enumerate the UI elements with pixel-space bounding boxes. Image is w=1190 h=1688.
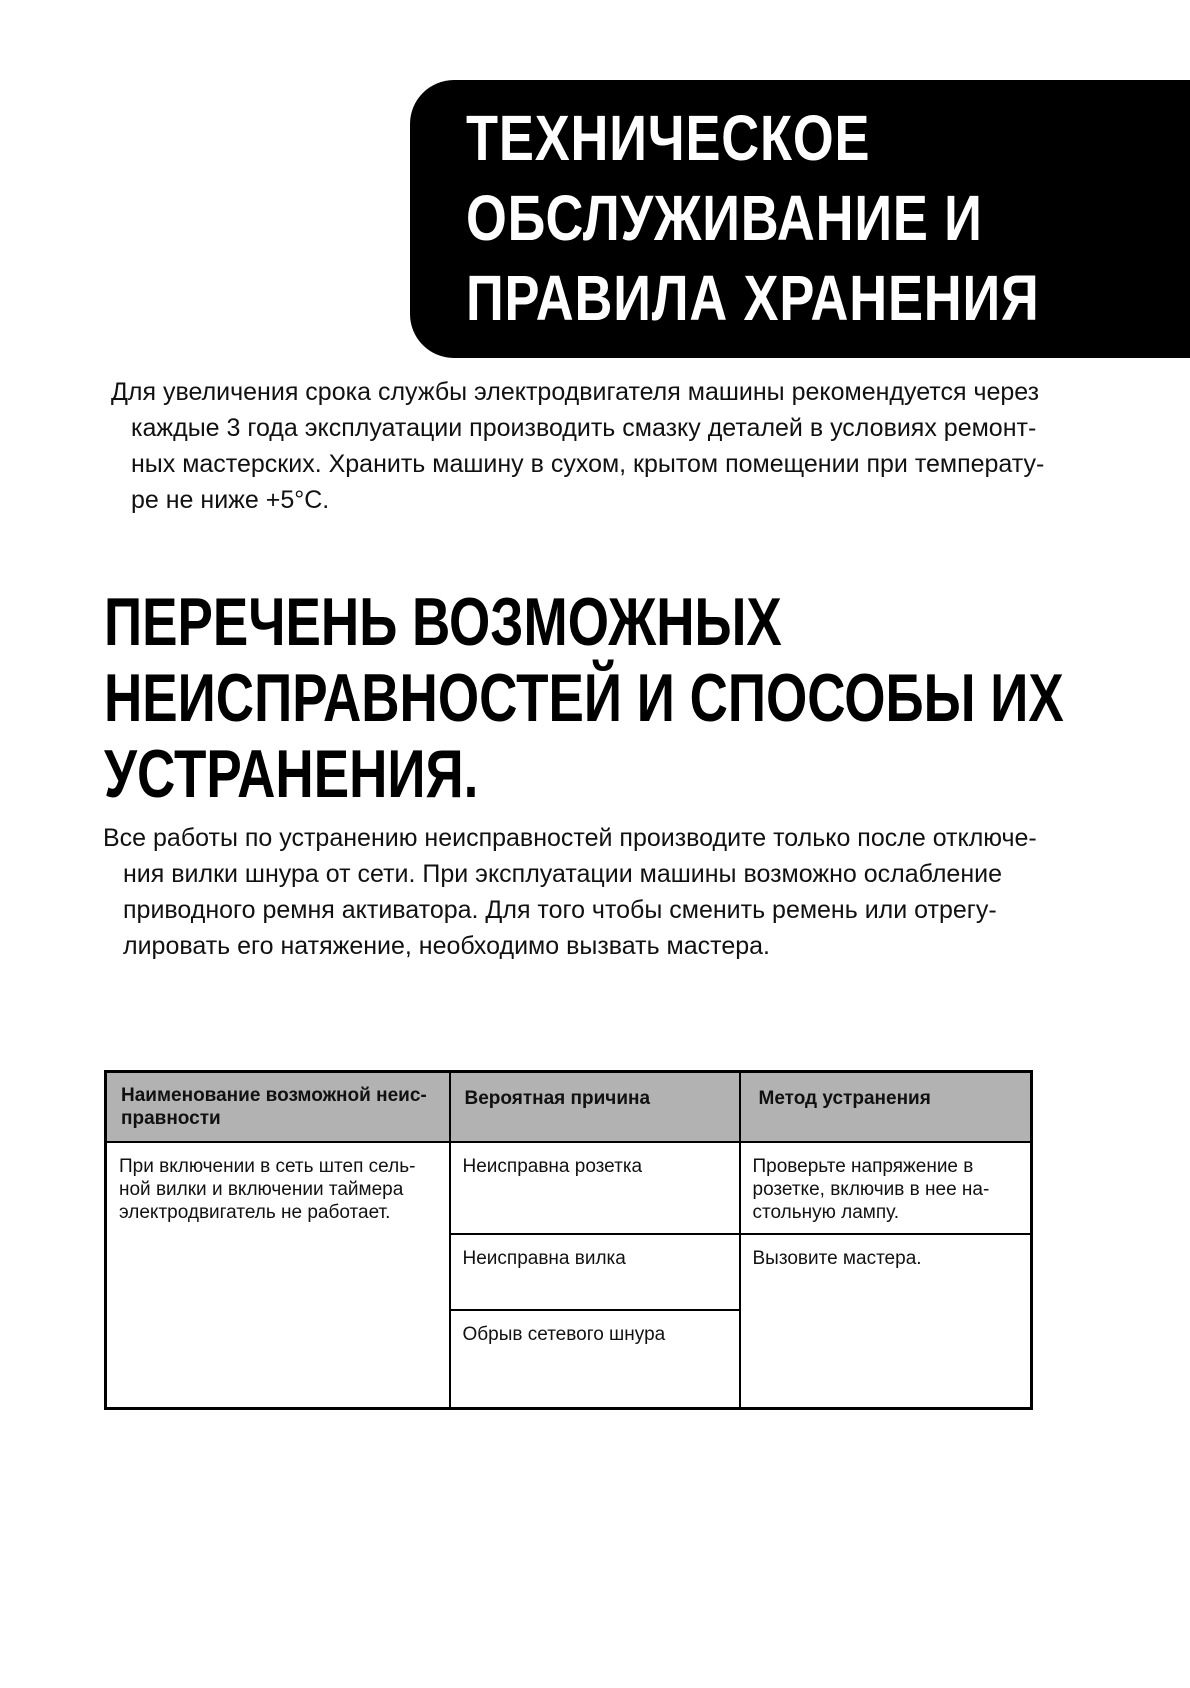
header-probable-cause: Вероятная причина <box>450 1072 740 1142</box>
paragraph-line: Для увеличения срока службы электродвигателя машины рекомендуется через <box>111 378 1040 406</box>
cause-cell: Неисправна вилка <box>450 1234 740 1310</box>
paragraph-line: лировать его натяжение, необходимо вызвать мастера. <box>123 932 770 960</box>
faults-intro-paragraph <box>103 820 1037 964</box>
paragraph-line: ния вилки шнура от сети. При эксплуатации машины возможно ослабление <box>123 860 1002 888</box>
paragraph-line: ных мастерских. Хранить машину в сухом, крытом помещении при температу- <box>131 450 1045 478</box>
maintenance-paragraph <box>111 374 1044 518</box>
cause-cell: Обрыв сетевого шнура <box>450 1310 740 1409</box>
fault-description-cell: При включении в сеть штеп сель- ной вилки и включении таймера электродвигатель не работает. <box>106 1142 450 1409</box>
section-title-line: ПЕРЕЧЕНЬ ВОЗМОЖНЫХ <box>104 584 782 660</box>
header-fault-name: Наименование возможной неис- правности <box>106 1072 450 1142</box>
faults-table <box>104 1070 1033 1410</box>
paragraph-line: ре не ниже +5°С. <box>131 486 330 514</box>
section-title-line: НЕИСПРАВНОСТЕЙ И СПОСОБЫ ИХ <box>104 660 1064 736</box>
section-title-line: УСТРАНЕНИЯ. <box>104 736 479 812</box>
header-banner <box>410 80 1190 358</box>
table-header-row <box>106 1072 1032 1142</box>
header-title-line: ПРАВИЛА ХРАНЕНИЯ <box>466 262 1040 334</box>
paragraph-line: каждые 3 года эксплуатации производить смазку деталей в условиях ремонт- <box>131 414 1037 442</box>
remedy-cell: Проверьте напряжение в розетке, включив в нее на- стольную лампу. <box>740 1142 1032 1234</box>
cause-cell: Неисправна розетка <box>450 1142 740 1234</box>
table-row <box>106 1142 1032 1234</box>
paragraph-line: приводного ремня активатора. Для того чтобы сменить ремень или отрегу- <box>123 896 997 924</box>
header-title-line: ТЕХНИЧЕСКОЕ <box>466 102 871 174</box>
remedy-cell: Вызовите мастера. <box>740 1234 1032 1409</box>
faults-section-title <box>104 584 1190 812</box>
header-title-line: ОБСЛУЖИВАНИЕ И <box>466 182 983 254</box>
header-remedy-method: Метод устранения <box>740 1072 1032 1142</box>
paragraph-line: Все работы по устранению неисправностей производите только после отключе- <box>103 824 1037 852</box>
